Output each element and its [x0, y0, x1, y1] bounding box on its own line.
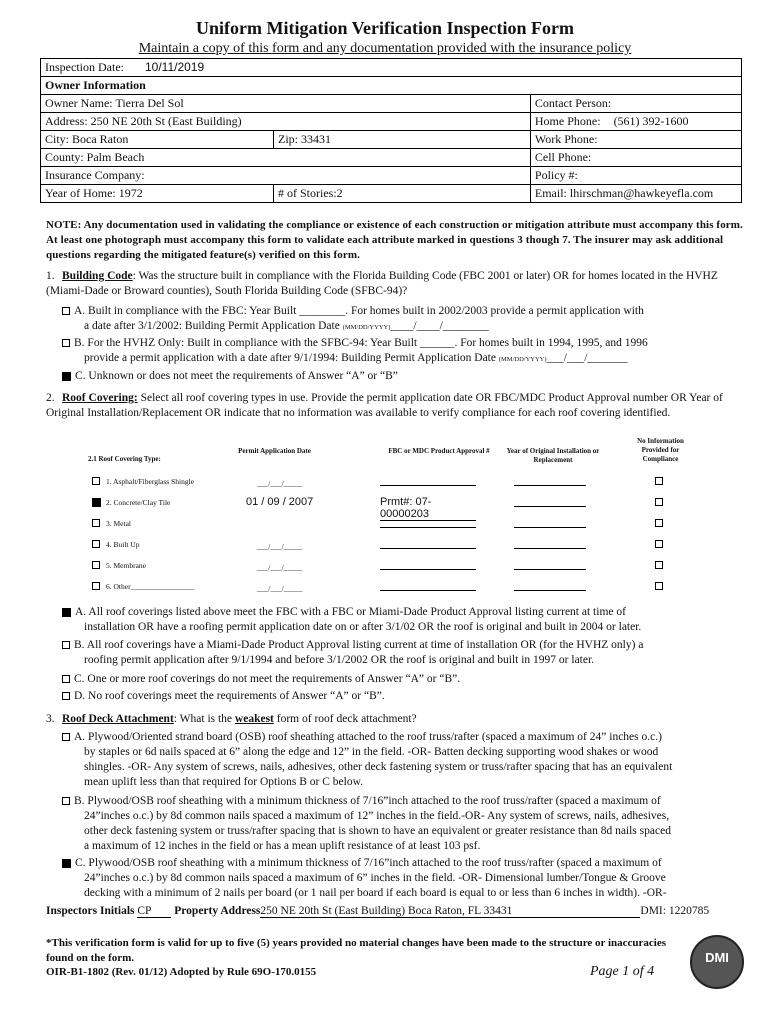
inspector-footer-line — [46, 905, 746, 918]
q2-d-text: D. No roof coverings meet the requirements of Answer “A” or “B”. — [74, 690, 385, 702]
q2-a-checkbox[interactable] — [62, 608, 71, 617]
q1-text: : Was the structure built in compliance with the Florida Building Code (FBC 2001 or later) OR for homes located in the HVHZ (Miami-Dade or Broward counties), South Florida Building Code (SFBC-94)? — [46, 270, 718, 297]
roof-row-noinfo-checkbox[interactable] — [655, 540, 663, 548]
roof-row-year[interactable] — [514, 485, 586, 486]
work-phone-label: Work Phone: — [534, 132, 598, 146]
roof-row-noinfo-checkbox[interactable] — [655, 561, 663, 569]
q3-c-line: 24”inches o.c.) by 8d common nails spaced a maximum of 6” inches in the field. -OR- Dimensional lumber/Tongue & Groove — [84, 872, 666, 884]
property-address-label: Property Address — [174, 905, 261, 917]
q3-text-post: form of roof deck attachment? — [273, 713, 417, 725]
inspection-date-label: Inspection Date: — [45, 60, 124, 74]
roof-row-date[interactable]: ___/___/_____ — [257, 479, 303, 488]
form-subtitle: Maintain a copy of this form and any documentation provided with the insurance policy — [138, 41, 632, 56]
roof-row-label: 6. Other_________________ — [106, 582, 195, 591]
q1-c-checkbox[interactable] — [62, 372, 71, 381]
q3-option-c[interactable] — [62, 856, 752, 901]
roof-row-year[interactable] — [514, 506, 586, 507]
q3-weakest: weakest — [234, 713, 274, 725]
roof-row-checkbox[interactable] — [92, 519, 100, 527]
zip-value[interactable]: 33431 — [301, 132, 331, 146]
q1-b-format: (MM/DD/YYYY) — [498, 356, 547, 363]
q2-b-checkbox[interactable] — [62, 641, 70, 649]
inspection-date-value[interactable]: 10/11/2019 — [144, 60, 205, 74]
q2-option-b[interactable] — [62, 638, 752, 668]
q2-a-line2: installation OR have a roofing permit application date on or after 3/1/02 OR the roof is original and built in 2004 or later. — [84, 621, 642, 633]
q3-b-checkbox[interactable] — [62, 797, 70, 805]
q2-label: Roof Covering: — [62, 392, 138, 404]
county-value[interactable]: Palm Beach — [86, 150, 145, 164]
contact-person-label: Contact Person: — [534, 96, 612, 110]
seal-text: DMI — [705, 950, 729, 965]
roof-row — [92, 559, 712, 580]
year-of-home-value[interactable]: 1972 — [118, 186, 143, 200]
initials-value[interactable]: CP — [137, 905, 171, 918]
owner-info-table — [40, 58, 742, 203]
roof-row-year[interactable] — [514, 590, 586, 591]
q2-text: Select all roof covering types in use. Provide the permit application date OR FBC/MDC Product Approval number OR Year of Original Installation/Replacement OR indicate that no information was available to verify compliance for each roof covering identified. — [46, 392, 723, 419]
zip-label: Zip: — [278, 132, 298, 146]
q3-label: Roof Deck Attachment — [62, 713, 174, 725]
roof-row-date[interactable]: ___/___/_____ — [257, 563, 303, 572]
initials-label: Inspectors Initials — [46, 905, 135, 917]
col-no-info: No Information Provided for Compliance — [637, 437, 684, 463]
form-title: Uniform Mitigation Verification Inspection Form — [196, 18, 574, 38]
stories-value[interactable]: 2 — [336, 186, 343, 200]
roof-row-noinfo-checkbox[interactable] — [655, 519, 663, 527]
q1-c-text: C. Unknown or does not meet the requirements of Answer “A” or “B” — [75, 370, 398, 382]
home-phone-label: Home Phone: — [534, 114, 601, 128]
q1-option-a[interactable] — [62, 304, 742, 335]
q3-text-pre: : What is the — [173, 713, 235, 725]
dmi-seal-logo — [690, 935, 744, 989]
city-value[interactable]: Boca Raton — [72, 132, 129, 146]
q3-c-checkbox[interactable] — [62, 859, 71, 868]
roof-row-approval[interactable] — [380, 527, 476, 528]
q1-label: Building Code — [62, 270, 133, 282]
owner-info-heading: Owner Information — [41, 77, 742, 95]
q3-option-b[interactable] — [62, 794, 752, 854]
roof-row-noinfo-checkbox[interactable] — [655, 582, 663, 590]
q2-b-line1: B. All roof coverings have a Miami-Dade Product Approval listing current at time of installation OR (for the HVHZ only) a — [74, 639, 644, 651]
q1-option-b[interactable] — [62, 336, 742, 367]
roof-row-approval[interactable] — [380, 590, 476, 591]
q1-number: 1. — [46, 270, 55, 282]
q3-c-line: decking with a minimum of 2 nails per board (or 1 nail per board if each board is equal to or less than 6 inches in width). -OR- — [84, 887, 667, 899]
insurance-company-label: Insurance Company: — [45, 168, 145, 182]
q1-a-line1: A. Built in compliance with the FBC: Year Built ________. For homes built in 2002/2003 provide a permit application with — [74, 305, 644, 317]
q2-c-text: C. One or more roof coverings do not meet the requirements of Answer “A” or “B”. — [74, 673, 461, 685]
property-address-value[interactable]: 250 NE 20th St (East Building) Boca Raton, FL 33431 — [260, 905, 640, 918]
q3-b-line: other deck fastening system or truss/rafter spacing that is shown to have an equivalent or greater resistance than 8d nails spaced — [84, 825, 671, 837]
page-number: Page 1 of 4 — [590, 964, 655, 979]
roof-row-date[interactable]: ___/___/_____ — [257, 584, 303, 593]
roof-row-checkbox[interactable] — [92, 582, 100, 590]
q3-number: 3. — [46, 713, 55, 725]
city-label: City: — [45, 132, 70, 146]
roof-row-year[interactable] — [514, 527, 586, 528]
q3-b-line: a maximum of 12 inches in the field or has a mean uplift resistance of at least 103 psf. — [84, 840, 481, 852]
q3-b-line: B. Plywood/OSB roof sheathing with a minimum thickness of 7/16”inch attached to the roof truss/rafter (spaced a maximum of — [74, 795, 661, 807]
q3-option-a[interactable] — [62, 730, 752, 790]
q2-option-d[interactable] — [62, 689, 752, 704]
q2-question — [46, 391, 736, 421]
roof-row-checkbox[interactable] — [92, 561, 100, 569]
roof-covering-rows — [92, 475, 712, 601]
q3-a-line: by staples or 6d nails spaced at 6” along the edge and 12” in the field. -OR- Batten decking supporting wood shakes or wood — [84, 746, 659, 758]
cell-phone-label: Cell Phone: — [534, 150, 592, 164]
roof-row-approval[interactable] — [380, 548, 476, 549]
roof-row-label: 2. Concrete/Clay Tile — [106, 498, 171, 507]
roof-row-date[interactable]: ___/___/_____ — [257, 542, 303, 551]
q2-b-line2: roofing permit application after 9/1/1994 and before 3/1/2002 OR the roof is original and built in 1997 or later. — [84, 654, 595, 666]
q3-a-line: shingles. -OR- Any system of screws, nails, adhesives, other deck fastening system or truss/rafter spacing that has an equivalent — [84, 761, 673, 773]
q1-question — [46, 269, 736, 299]
q2-d-checkbox[interactable] — [62, 692, 70, 700]
owner-name-value[interactable]: Tierra Del Sol — [115, 96, 184, 110]
roof-row-year[interactable] — [514, 569, 586, 570]
col-product-approval: FBC or MDC Product Approval # — [388, 447, 490, 455]
q3-a-line: A. Plywood/Oriented strand board (OSB) roof sheathing attached to the roof truss/rafter (spaced a maximum of 24” inches o.c.) — [74, 731, 662, 743]
q1-a-line2: a date after 3/1/2002: Building Permit Application Date — [84, 320, 340, 332]
roof-row-label: 4. Built Up — [106, 540, 140, 549]
roof-row-year[interactable] — [514, 548, 586, 549]
email-label: Email: — [534, 186, 567, 200]
roof-row — [92, 517, 712, 538]
q1-b-date-blank[interactable]: ___/___/_______ — [546, 352, 628, 364]
roof-row-noinfo-checkbox[interactable] — [655, 477, 663, 485]
q1-a-checkbox[interactable] — [62, 307, 70, 315]
q2-a-line1: A. All roof coverings listed above meet the FBC with a FBC or Miami-Dade Product Approval listing current at time of — [75, 606, 626, 618]
q1-b-checkbox[interactable] — [62, 339, 70, 347]
q2-c-checkbox[interactable] — [62, 675, 70, 683]
email-value[interactable]: lhirschman@hawkeyefla.com — [569, 186, 714, 200]
roof-row-approval[interactable] — [380, 569, 476, 570]
roof-row-date[interactable]: 01 / 09 / 2007 — [246, 496, 314, 508]
roof-row-noinfo-checkbox[interactable] — [655, 498, 663, 506]
address-value[interactable]: 250 NE 20th St (East Building) — [90, 114, 242, 128]
roof-row-checkbox[interactable] — [92, 477, 100, 485]
roof-row — [92, 538, 712, 559]
roof-row-approval[interactable]: Prmt#: 07-00000203 — [380, 496, 476, 521]
q1-option-c[interactable] — [62, 369, 742, 384]
validity-note: *This verification form is valid for up to five (5) years provided no material changes have been made to the structure or inaccuracies found on the form. — [46, 937, 667, 964]
roof-row — [92, 496, 712, 520]
q3-b-line: 24”inches o.c.) by 8d common nails spaced a maximum of 12” inches in the field.-OR- Any system of screws, nails, adhesives, — [84, 810, 670, 822]
col-roof-type: 2.1 Roof Covering Type: — [88, 455, 161, 463]
q1-b-line1: B. For the HVHZ Only: Built in compliance with the SFBC-94: Year Built ______. For homes built in 1994, 1995, and 1996 — [74, 337, 648, 349]
col-year-install: Year of Original Installation or Replacement — [506, 447, 600, 464]
roof-row-label: 5. Membrane — [106, 561, 146, 570]
dmi-number: DMI: 1220785 — [640, 905, 710, 917]
year-of-home-label: Year of Home: — [45, 186, 116, 200]
q2-option-a[interactable] — [62, 605, 752, 635]
owner-name-label: Owner Name: — [45, 96, 113, 110]
q3-a-checkbox[interactable] — [62, 733, 70, 741]
roof-row — [92, 580, 712, 601]
q3-c-line: C. Plywood/OSB roof sheathing with a minimum thickness of 7/16”inch attached to the roof truss/rafter (spaced a maximum of — [75, 857, 662, 869]
q1-b-line2: provide a permit application with a date after 9/1/1994: Building Permit Application Date — [84, 352, 496, 364]
roof-row-approval[interactable] — [380, 485, 476, 486]
roof-row-label: 1. Asphalt/Fiberglass Shingle — [106, 477, 194, 486]
county-label: County: — [45, 150, 84, 164]
roof-row-checkbox[interactable] — [92, 498, 101, 507]
address-label: Address: — [45, 114, 88, 128]
home-phone-value[interactable]: (561) 392-1600 — [613, 114, 689, 128]
q2-number: 2. — [46, 392, 55, 404]
q3-a-line: mean uplift less than that required for Options B or C below. — [84, 776, 364, 788]
note-paragraph: NOTE: Any documentation used in validating the compliance or existence of each construction or mitigation attribute must accompany this form. At least one photograph must accompany this form to validate each attribute marked in questions 3 though 7. The insurer may ask additional questions regarding the mitigated feature(s) verified on this form. — [46, 219, 743, 261]
roof-row — [92, 475, 712, 496]
col-permit-date: Permit Application Date — [238, 447, 311, 455]
q3-question — [46, 712, 736, 727]
policy-label: Policy #: — [534, 168, 578, 182]
roof-row-label: 3. Metal — [106, 519, 131, 528]
stories-label: # of Stories: — [278, 186, 337, 200]
q1-a-date-blank[interactable]: ____/____/________ — [390, 320, 489, 332]
q2-option-c[interactable] — [62, 672, 752, 687]
form-identifier: OIR-B1-1802 (Rev. 01/12) Adopted by Rule 69O-170.0155 — [46, 966, 317, 978]
q1-a-format: (MM/DD/YYYY) — [342, 324, 391, 331]
roof-row-checkbox[interactable] — [92, 540, 100, 548]
